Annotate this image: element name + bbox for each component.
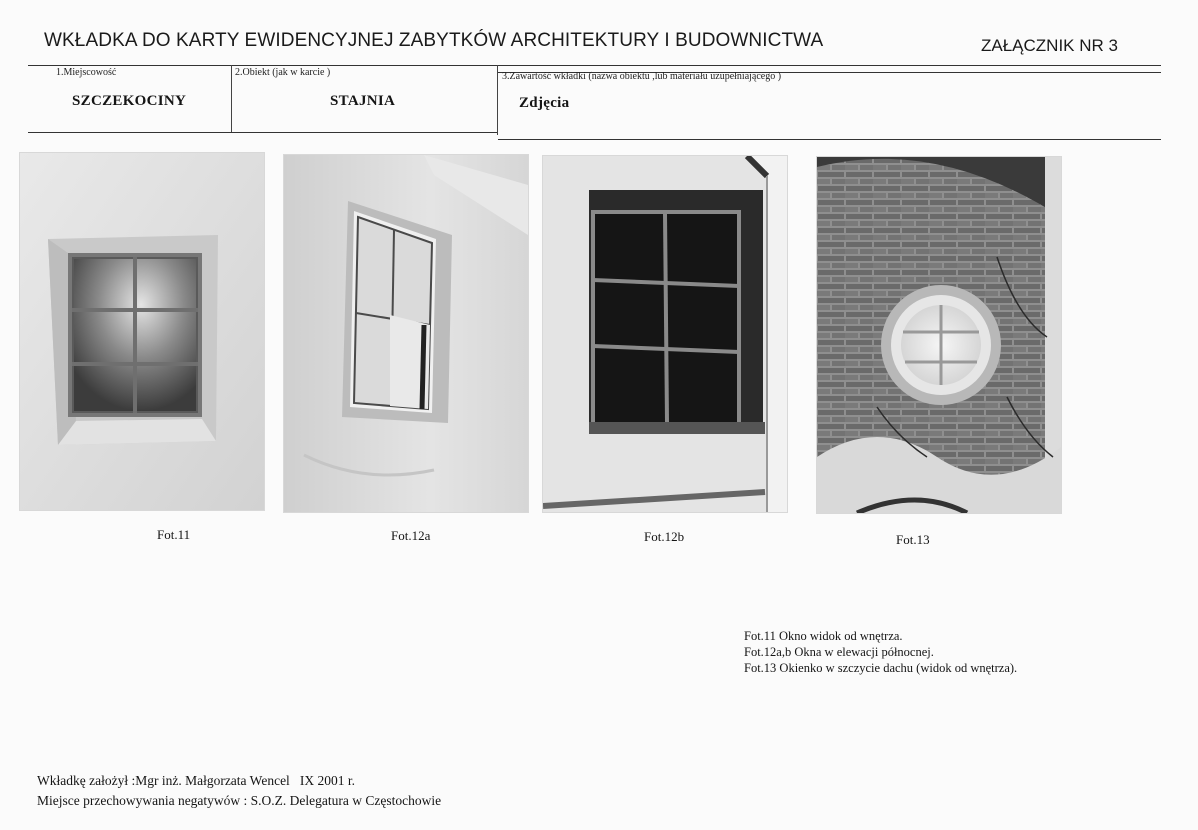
object-label: 2.Obiekt (jak w karcie ) bbox=[235, 67, 331, 78]
photo-fot-11 bbox=[19, 152, 265, 511]
description-line: Fot.12a,b Okna w elewacji północnej. bbox=[744, 645, 934, 659]
annex-number: ZAŁĄCZNIK NR 3 bbox=[981, 36, 1118, 55]
table-top-line bbox=[28, 65, 1161, 66]
location-label: 1.Miejscowość bbox=[56, 67, 117, 78]
photo-caption: Fot.12a bbox=[391, 528, 431, 543]
photo-descriptions bbox=[744, 628, 1017, 676]
table-divider-2 bbox=[497, 65, 498, 135]
location-value: SZCZEKOCINY bbox=[72, 93, 187, 109]
photo-caption: Fot.11 bbox=[157, 527, 191, 542]
author-line: Wkładkę założył :Mgr inż. Małgorzata Wencel IX 2001 r. bbox=[37, 773, 356, 788]
document-title: WKŁADKA DO KARTY EWIDENCYJNEJ ZABYTKÓW ARCHITEKTURY I BUDOWNICTWA bbox=[44, 30, 824, 51]
table-divider-1 bbox=[231, 65, 232, 132]
photo-caption: Fot.12b bbox=[644, 529, 685, 544]
table-bottom-line-right bbox=[498, 139, 1161, 140]
photo-caption: Fot.13 bbox=[896, 532, 930, 547]
table-bottom-line bbox=[28, 132, 498, 133]
object-value: STAJNIA bbox=[330, 93, 396, 109]
photo-fot-12a bbox=[283, 154, 529, 513]
photo-fot-12b bbox=[542, 155, 788, 513]
content-label: 3.Zawartość wkładki (nazwa obiektu ,lub materiału uzupełniającego ) bbox=[502, 71, 782, 82]
footer bbox=[37, 771, 441, 811]
description-line: Fot.13 Okienko w szczycie dachu (widok od wnętrza). bbox=[744, 661, 1018, 675]
content-value: Zdjęcia bbox=[519, 95, 570, 111]
photo-fot-13 bbox=[816, 156, 1062, 514]
storage-line: Miejsce przechowywania negatywów : S.O.Z. Delegatura w Częstochowie bbox=[37, 793, 442, 808]
description-line: Fot.11 Okno widok od wnętrza. bbox=[744, 629, 903, 643]
